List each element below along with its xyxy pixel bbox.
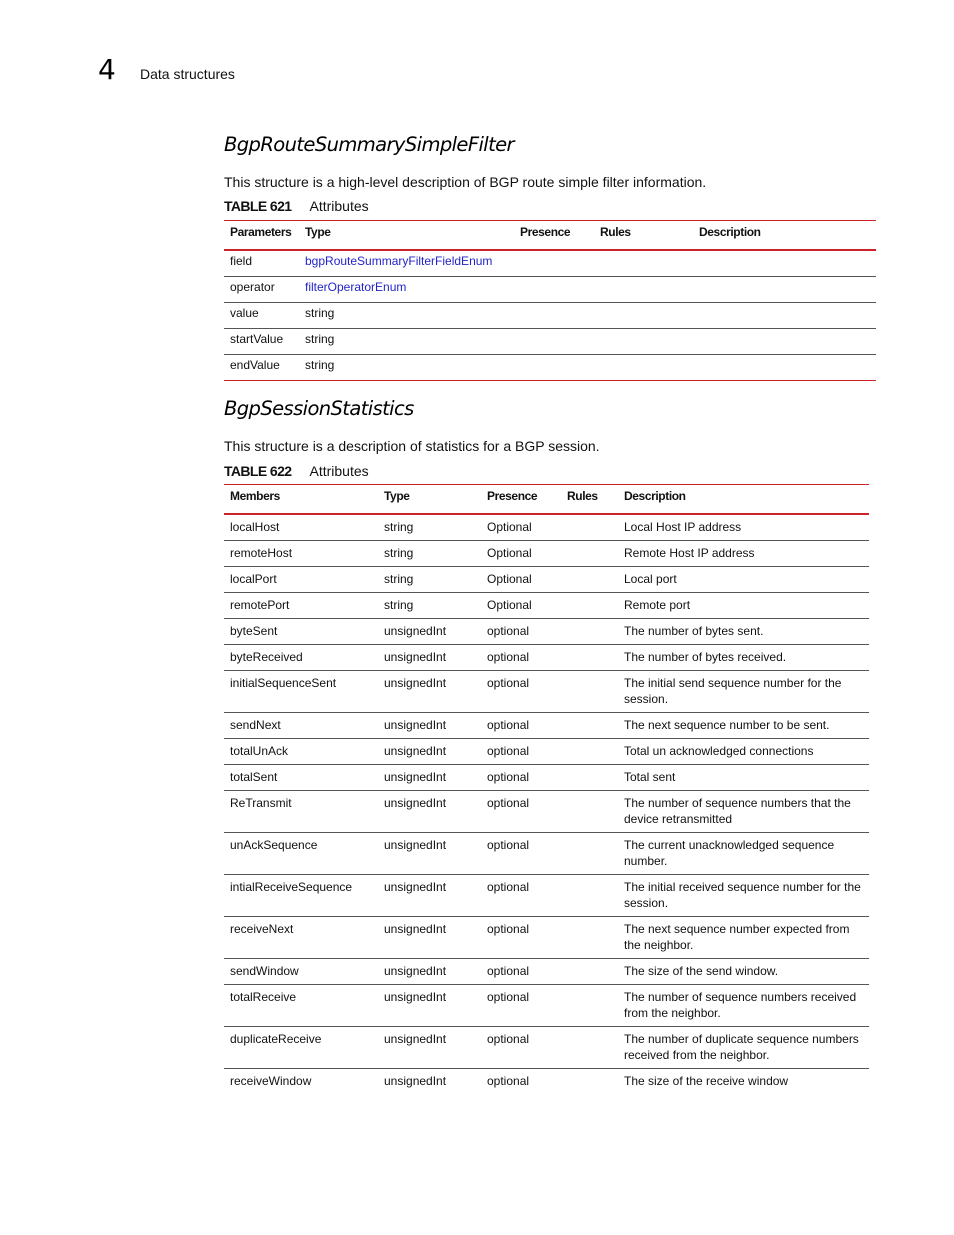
table-cell xyxy=(594,328,693,354)
table-cell: unsignedInt xyxy=(378,670,481,712)
table-row xyxy=(224,540,869,566)
table-cell xyxy=(514,250,594,277)
attributes-table-622 xyxy=(224,484,869,1094)
column-header: Rules xyxy=(561,485,618,514)
table-cell xyxy=(693,354,876,380)
table-cell: byteSent xyxy=(224,618,378,644)
column-header: Type xyxy=(299,221,514,250)
table-cell: Remote Host IP address xyxy=(618,540,869,566)
table-cell xyxy=(594,354,693,380)
table-cell: The size of the send window. xyxy=(618,958,869,984)
table-cell xyxy=(561,1068,618,1094)
table-cell: Total un acknowledged connections xyxy=(618,738,869,764)
table-cell xyxy=(561,738,618,764)
table-cell xyxy=(561,670,618,712)
column-header: Presence xyxy=(514,221,594,250)
table-cell: endValue xyxy=(224,354,299,380)
table-cell: receiveNext xyxy=(224,916,378,958)
table-cell: The initial received sequence number for the session. xyxy=(618,874,869,916)
table-row xyxy=(224,1026,869,1068)
chapter-number: 4 xyxy=(98,53,116,86)
table-cell: unsignedInt xyxy=(378,738,481,764)
table-cell xyxy=(561,764,618,790)
table-cell: optional xyxy=(481,764,561,790)
table-cell xyxy=(561,832,618,874)
table-row xyxy=(224,566,869,592)
table-cell: string xyxy=(299,354,514,380)
table-cell: The next sequence number to be sent. xyxy=(618,712,869,738)
table-cell: remotePort xyxy=(224,592,378,618)
table-cell: Optional xyxy=(481,540,561,566)
table-cell xyxy=(561,1026,618,1068)
table-cell: optional xyxy=(481,790,561,832)
section-heading: BgpSessionStatistics xyxy=(224,397,414,420)
table-cell: unsignedInt xyxy=(378,712,481,738)
table-cell: optional xyxy=(481,670,561,712)
table-cell xyxy=(514,328,594,354)
table-cell xyxy=(561,874,618,916)
table-cell: string xyxy=(378,592,481,618)
table-row xyxy=(224,302,876,328)
table-cell: unsignedInt xyxy=(378,1026,481,1068)
table-caption-wrap xyxy=(224,462,369,480)
table-caption-text: Attributes xyxy=(309,463,369,479)
table-cell xyxy=(561,984,618,1026)
table-row xyxy=(224,276,876,302)
table-cell: string xyxy=(378,514,481,541)
table-row xyxy=(224,984,869,1026)
section-description-wrap xyxy=(224,437,600,455)
table-cell xyxy=(561,712,618,738)
table-cell: unsignedInt xyxy=(378,644,481,670)
table-cell xyxy=(514,354,594,380)
table-cell: field xyxy=(224,250,299,277)
table-cell: optional xyxy=(487,1073,530,1088)
table-cell xyxy=(561,566,618,592)
table-cell: The next sequence number expected from the neighbor. xyxy=(618,916,869,958)
table-row xyxy=(224,618,869,644)
table-cell: unsignedInt xyxy=(384,1073,447,1088)
table-cell: unAckSequence xyxy=(224,832,378,874)
table-cell: intialReceiveSequence xyxy=(224,874,378,916)
table-cell: localHost xyxy=(224,514,378,541)
table-cell: string xyxy=(299,302,514,328)
table-cell xyxy=(594,276,693,302)
table-caption-wrap xyxy=(224,197,369,215)
table-cell: Optional xyxy=(481,514,561,541)
table-row xyxy=(224,250,876,277)
table-row xyxy=(224,354,876,380)
table-cell xyxy=(561,618,618,644)
table-cell xyxy=(514,302,594,328)
table-cell xyxy=(561,540,618,566)
table-row xyxy=(224,712,869,738)
table-row xyxy=(224,832,869,874)
table-cell: ReTransmit xyxy=(224,790,378,832)
table-cell: unsignedInt xyxy=(378,916,481,958)
table-cell: Optional xyxy=(481,566,561,592)
table-cell: The number of duplicate sequence numbers received from the neighbor. xyxy=(618,1026,869,1068)
table-row xyxy=(224,328,876,354)
table-cell xyxy=(693,302,876,328)
table-cell: sendWindow xyxy=(224,958,378,984)
table-cell: value xyxy=(224,302,299,328)
table-cell: optional xyxy=(481,618,561,644)
table-row xyxy=(224,592,869,618)
table-cell: optional xyxy=(481,874,561,916)
column-header: Description xyxy=(618,485,869,514)
table-label: TABLE 621 xyxy=(224,198,292,214)
table-row xyxy=(224,670,869,712)
section-heading: BgpRouteSummarySimpleFilter xyxy=(224,133,514,156)
table-cell: optional xyxy=(481,712,561,738)
table-cell: unsignedInt xyxy=(378,832,481,874)
section-description: This structure is a high-level description of BGP route simple filter information. xyxy=(224,174,707,190)
table-cell: totalSent xyxy=(224,764,378,790)
table-cell: sendNext xyxy=(224,712,378,738)
table-cell: unsignedInt xyxy=(378,790,481,832)
section-description: This structure is a description of statistics for a BGP session. xyxy=(224,438,600,454)
table-cell: The number of sequence numbers received from the neighbor. xyxy=(618,984,869,1026)
column-header: Description xyxy=(693,221,876,250)
table-cell: optional xyxy=(481,644,561,670)
table-row xyxy=(224,874,869,916)
table-cell: string xyxy=(378,566,481,592)
table-cell: initialSequenceSent xyxy=(224,670,378,712)
table-cell: Remote port xyxy=(618,592,869,618)
table-622-wrap xyxy=(224,484,869,1094)
table-row xyxy=(224,764,869,790)
table-cell: Local Host IP address xyxy=(618,514,869,541)
table-cell xyxy=(561,592,618,618)
type-link[interactable]: filterOperatorEnum xyxy=(299,276,514,302)
table-cell: remoteHost xyxy=(224,540,378,566)
column-header: Rules xyxy=(594,221,693,250)
table-cell: string xyxy=(299,328,514,354)
table-cell: The number of bytes received. xyxy=(618,644,869,670)
table-cell: duplicateReceive xyxy=(224,1026,378,1068)
table-row xyxy=(224,790,869,832)
table-cell: operator xyxy=(224,276,299,302)
column-header: Members xyxy=(224,485,378,514)
table-cell: optional xyxy=(481,916,561,958)
table-caption-text: Attributes xyxy=(309,198,369,214)
section-bgp-session-statistics xyxy=(224,397,414,421)
table-cell xyxy=(514,276,594,302)
table-caption xyxy=(224,197,369,215)
attributes-table-621 xyxy=(224,220,876,381)
table-cell xyxy=(561,916,618,958)
table-cell: Total sent xyxy=(618,764,869,790)
table-cell xyxy=(693,250,876,277)
table-cell: The size of the receive window xyxy=(624,1073,789,1088)
table-cell: optional xyxy=(481,1026,561,1068)
table-row xyxy=(224,1068,869,1094)
table-cell: The number of sequence numbers that the device retransmitted xyxy=(618,790,869,832)
table-cell: string xyxy=(378,540,481,566)
table-caption xyxy=(224,462,369,480)
section-bgp-route-summary-simple-filter xyxy=(224,133,514,157)
table-cell xyxy=(561,514,618,541)
column-header: Parameters xyxy=(224,221,299,250)
column-header: Type xyxy=(378,485,481,514)
table-row xyxy=(224,738,869,764)
table-cell: totalUnAck xyxy=(224,738,378,764)
table-cell: unsignedInt xyxy=(378,618,481,644)
table-cell xyxy=(594,250,693,277)
table-cell xyxy=(594,302,693,328)
chapter-title: Data structures xyxy=(140,66,235,82)
table-cell xyxy=(561,644,618,670)
table-cell: receiveWindow xyxy=(230,1073,312,1088)
table-621-wrap xyxy=(224,220,876,381)
table-row xyxy=(224,644,869,670)
column-header: Presence xyxy=(481,485,561,514)
table-cell xyxy=(693,328,876,354)
table-cell: localPort xyxy=(224,566,378,592)
type-link[interactable]: bgpRouteSummaryFilterFieldEnum xyxy=(299,250,514,277)
table-cell: unsignedInt xyxy=(378,874,481,916)
table-label: TABLE 622 xyxy=(224,463,292,479)
table-cell: The number of bytes sent. xyxy=(618,618,869,644)
table-cell xyxy=(561,958,618,984)
table-cell: optional xyxy=(481,738,561,764)
table-cell: optional xyxy=(481,984,561,1026)
table-cell: Local port xyxy=(618,566,869,592)
section-description-wrap xyxy=(224,173,706,191)
table-cell: optional xyxy=(481,958,561,984)
table-cell xyxy=(693,276,876,302)
table-row xyxy=(224,514,869,541)
table-cell: optional xyxy=(481,832,561,874)
table-cell: unsignedInt xyxy=(378,764,481,790)
table-row xyxy=(224,916,869,958)
table-cell: totalReceive xyxy=(224,984,378,1026)
table-cell: The initial send sequence number for the session. xyxy=(618,670,869,712)
table-cell: Optional xyxy=(481,592,561,618)
table-row xyxy=(224,958,869,984)
table-cell: byteReceived xyxy=(224,644,378,670)
table-cell: unsignedInt xyxy=(378,958,481,984)
table-cell xyxy=(561,790,618,832)
table-cell: The current unacknowledged sequence number. xyxy=(618,832,869,874)
table-cell: unsignedInt xyxy=(378,984,481,1026)
table-cell: startValue xyxy=(224,328,299,354)
